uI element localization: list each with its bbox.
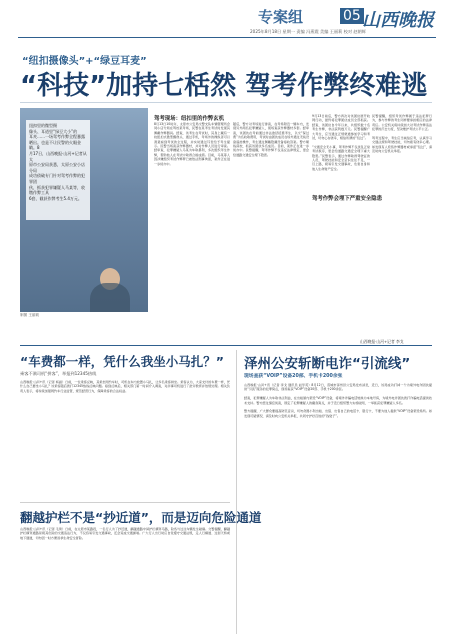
column-divider [236,350,237,634]
page-number: 05 [340,8,364,24]
photo-caption: 纽扣里的微型摄 像头、耳道里“绿豆大小”的 耳麦……一场驾考作弊全程暴露 晒出。也是不让民警的火眼金睛。8 月17日，山西晚报·山河+记者从太 原市公安局获悉，太原公安小店分局 成功侦破专门针对驾考作弊的犯罪团 伙，抓获犯罪嫌疑人马某等，收缴作弊工具 6套，截获作弊考生5.4万元。 [29,123,87,201]
headline-rule [20,102,432,103]
newspaper-logo: 山西晚报 [362,10,434,31]
story-body-taxi: 山西晚报·山河+讯（记者 杨涵）日前，一位乘客反映，其乘坐网约车时，司机在车内放置小马扎，让多名乘客拼坐。乘客认为，大家支付的车费一样，凭什么自己要坐小马扎？该乘客随后拨打12345热线反映问题。接到反映后，相关部门第一时间介入调查，对涉事司机进行了批评教育并依规处理。相关负责人表示，将持续加强网约车行业监管，规范经营行为，保障乘客的合法权益。 [20,380,230,393]
story-divider [20,502,230,503]
story-body-fraud: 山西晚报·山河+讯（记者 李戈 通讯员 赵学英）8月12日，晋城市泽州县公安局发布消息，近日，该局成功打掉一个为境外电诈团伙提供“引流”服务的犯罪窝点，现场查获“VOIP”设备20部、手机卡200余张。 经查，犯罪嫌疑人为牟取非法利益，在出租屋内架设“VOIP”设备，将境外诈骗电话转换为本地号码，为境外电诈团伙拨打诈骗电话提供技术支持。警方经过缜密侦查，锁定了犯罪嫌疑人的藏身窝点，并于近日组织警力实施收网，一举抓获犯罪嫌疑人多名。 警方提醒，广大群众要提高防范意识，切勿贪图小利出租、出借、出售自己的电话卡、银行卡，不要为他人提供“VOIP”设备架设场所。如发现可疑情况，请及时向公安机关举报，共同守护好百姓的“钱袋子”。 [244,383,432,418]
lead-subhead-1: 驾考现场：纽扣里的作弊玄机 [154,116,225,122]
story-headline-fraud: 泽州公安斩断电诈“引流线” [244,356,411,372]
lead-headline: “科技”加持七栝然 驾考作弊终难逃 [20,71,428,101]
lead-kicker: “纽扣摄像头”+“绿豆耳麦” [22,56,147,67]
header-rule [18,37,436,38]
lead-column-4: 民警提醒，组织考试作弊属于违法犯罪行为，参与作弊的考生同样要承担相应的法律责任。公安机关将持续加大对考试作弊违法犯罪的打击力度，坚决维护考试公平公正。 驾考过程中，考生应当诚信应考，认真学习交通法规和驾驶技能，切勿抱有侥幸心理。如发现有人兜售作弊器材或承诺“包过”，请及时向公安机关举报。 [372,114,432,154]
lead-byline: 山西晚报·山河+记者 李戈 [360,339,404,344]
photo-caption-box [26,120,90,220]
issue-info: 2025年8月18日 星期一 责编 冯燕霞 美编 王丽莉 校对 赵朝辉 [250,29,366,34]
story-headline-railing: 翻越护栏不是“抄近道”，而是迈向危险通道 [20,510,262,525]
story-body-railing: 山西晚报·山河+讯（记者 毛琦）日前，在太原市某路段，一名行人为了抄近道，翻越道路中间护栏横穿马路，险些与过往车辆发生碰撞。交警提醒，翻越护栏横穿道路是极其危险的交通违法行为，不仅容易引发交通事故，还会造成交通拥堵。广大行人出行时应自觉遵守交通法规，走人行横道、过街天桥或地下通道，切勿因一时方便而拿生命安全冒险。 [20,527,230,540]
page-header [0,0,450,40]
photo-person-body [90,283,130,312]
section-title: 专案组 [258,8,304,26]
photo-credit: 制图 王丽莉 [20,313,40,317]
lead-column-2: 随后，警方对考场进行排查，在考场附近一辆车内，发现另外两名犯罪嫌疑人，现场查获作弊器材多套。经审查，该团伙在考前通过非法途径招揽考生，以交“保过费”为名收取费用，考试时由团伙成员在场外通过无线设备遥控操作，考生通过佩戴隐藏设备接收答案。警方顺线深挖，抓获该团伙多名成员。目前，案件正在进一步侦办中。民警提醒，驾考作弊不仅违反法律规定，更会给道路交通安全埋下隐患。 [233,122,309,157]
lead-subhead-2: 驾考作弊会埋下严重安全隐患 [312,196,383,202]
section-rule [20,345,432,346]
story-headline-taxi: “车费都一样，凭什么我坐小马扎？” [20,354,224,369]
lead-column-1: 8月13日10时许，太原市公安局交警支队车辆管理所会同小店分局在驾校某考场，民警在某考生考试时发现其佩戴作弊器具。经查，该考生在考试时，其身上藏有一枚纽扣式微型摄像头，通过手机，考场外的操纵者可以清楚看到考试的全过程，并实时通过耳麦给予考生提示。民警当场查获作弊器材，并对作弊人员进行审查。经审查，犯罪嫌疑人马某为牟取暴利，多次组织考生作弊，帮助他人在考试中取得合格成绩。目前，马某等人因涉嫌组织考试作弊罪已被依法刑事拘留，案件正在进一步侦办中。 [154,122,230,166]
story-subhead-taxi: 乘客不满司机“拼客”，举报到12345热线 [20,371,97,376]
lead-column-3: 9月13日前后，警方再次对该团伙展开收网行动，最终将犯罪团伙成员全部抓获。经查，该团伙自今年以来，共组织数十名考生作弊，非法获利数万元。民警提醒广大考生，应当通过正规渠道参加学习和考试，切勿心存侥幸，相信所谓的“包过”。 “交通安全无小事，驾考作弊不仅扰乱正常考试秩序，更会给道路交通安全埋下重大隐患。”民警表示，通过作弊取得驾驶证的人员，驾驶技能和安全意识往往不足，一旦上路，极易引发交通事故，危害自身和他人生命财产安全。 [312,114,370,171]
story-subhead-fraud: 现场查获“VOIP”设备20部、手机卡200余张 [244,374,343,379]
